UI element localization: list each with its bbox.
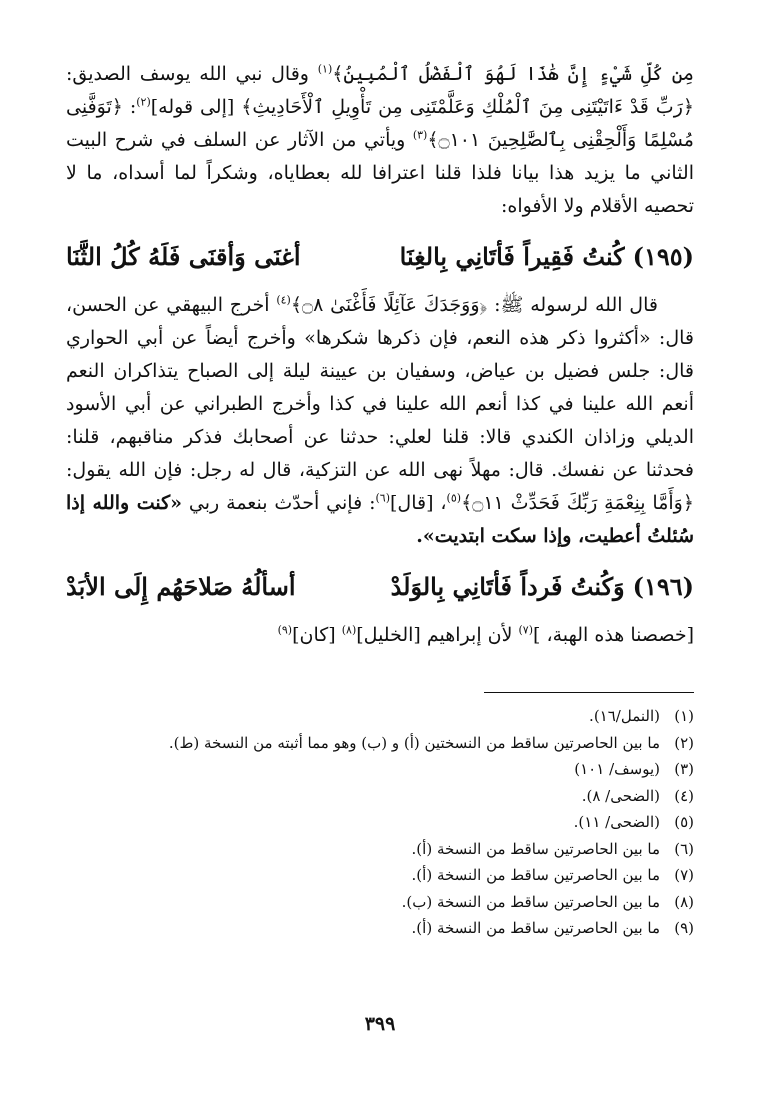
footnote-text: ما بين الحاصرتين ساقط من النسختين (أ) و (ب) وهو مما أثبته من النسخة (ط). <box>168 733 660 752</box>
text-qala: ، [قال] <box>390 492 447 514</box>
text-ohaddith: : فإني أحدّث بنعمة ربي <box>188 492 376 514</box>
verse-number: (١٩٦) <box>632 572 694 601</box>
footnote-number: (٨) <box>674 892 694 911</box>
paragraph-3 <box>66 619 694 652</box>
text-khassasna: [خصصنا هذه الهبة، ] <box>533 624 694 646</box>
paragraph-2 <box>66 289 694 553</box>
footnote-text: ما بين الحاصرتين ساقط من النسخة (أ). <box>411 866 660 884</box>
footnote-divider <box>484 692 694 693</box>
footnote-ref-1: (١) <box>317 62 333 76</box>
verse-number: (١٩٥) <box>632 242 694 271</box>
footnote-2 <box>66 730 694 757</box>
footnote-text: ما بين الحاصرتين ساقط من النسخة (أ). <box>411 839 660 858</box>
footnote-number: (٣) <box>674 760 694 778</box>
footnote-text: ما بين الحاصرتين ساقط من النسخة (أ). <box>411 919 660 937</box>
footnote-number: (٦) <box>674 839 694 858</box>
verse-second-hemistich: أسألُهُ صَلاحَهُم إِلَى الأبَدْ <box>66 572 296 601</box>
footnote-ref-2: (٢) <box>136 95 151 109</box>
footnote-ref-3: (٣) <box>412 128 428 142</box>
footnotes <box>66 703 694 942</box>
text-yusuf-intro: وقال نبي الله يوسف الصديق: ﴿رَبِّ قَدْ ءَاتَيْتَنِى مِنَ ٱلْمُلْكِ وَعَلَّمْتَنِى مِن تَأْوِيلِ ٱلْأَحَادِيثِ﴾ <box>66 63 695 118</box>
footnote-6 <box>66 836 694 863</box>
footnote-number: (٥) <box>674 813 694 831</box>
text-hadith-reports: أخرج البيهقي عن الحسن، قال: «أكثروا ذكر هذه النعم، فإن ذكرها شكرها» وأخرج أيضاً عن أبي الحواري قال: جلس فضيل بن عياض، وسفيان بن عيينة ليلة إلى الصباح يتذاكران النعم أنعم الله علينا في كذا أنعم الله علينا في كذا وأخرج الطبراني عن أبي الأسود الديلي وزاذان الكندي قالا: قلنا لعلي: حدثنا عن أصحابك فذكر مناقبهم، قلنا: فحدثنا عن نفسك. قال: مهلاً نهى الله عن التزكية، قال له رجل: فإن الله يقول: ﴿وَأَمَّا بِنِعْمَةِ رَبِّكَ فَحَدِّثْ ۝١١﴾ <box>66 294 694 514</box>
footnote-number: (٢) <box>674 733 694 752</box>
quran-quote-duha-8: قال الله لرسوله ﷺ: ﴿وَوَجَدَكَ عَآئِلًا فَأَغْنَىٰ ۝٨﴾ <box>290 294 658 316</box>
verse-196 <box>66 569 694 605</box>
footnote-8 <box>66 889 694 916</box>
footnote-text: (الضحى/ ٨). <box>581 786 660 805</box>
footnote-number: (١) <box>674 707 694 725</box>
footnote-1 <box>66 703 694 730</box>
quran-quote-yusuf: : ﴿تَوَفَّنِى مُسْلِمًا وَأَلْحِقْنِى بِٱلصَّٰلِحِينَ ۝١٠١﴾ <box>66 96 694 151</box>
verse-195 <box>66 239 694 275</box>
footnote-4 <box>66 783 694 810</box>
footnote-ref-4: (٤) <box>276 293 291 307</box>
footnote-number: (٤) <box>674 786 694 805</box>
text-quote-ali: «كنت والله إذا سُئلتُ أعطيت، وإذا سكت ابتديت». <box>66 492 694 547</box>
footnote-3 <box>66 756 694 783</box>
footnote-ref-7: (٧) <box>518 623 533 637</box>
text-kana: [كان] <box>292 624 336 646</box>
footnote-text: (النمل/١٦). <box>589 707 660 725</box>
footnote-text: (الضحى/ ١١). <box>573 813 660 831</box>
footnote-ref-5: (٥) <box>446 491 462 505</box>
footnote-number: (٧) <box>674 866 694 884</box>
footnote-number: (٩) <box>674 919 694 937</box>
text-ila-qawlihi: [إلى قوله] <box>150 96 235 118</box>
footnote-9 <box>66 915 694 942</box>
footnote-ref-6: (٦) <box>375 491 390 505</box>
footnote-ref-9: (٩) <box>277 623 293 637</box>
paragraph-1 <box>66 58 694 223</box>
footnote-text: (يوسف/ ١٠١) <box>574 760 660 778</box>
verse-first-hemistich: كُنتُ فَقِيراً فَأتَانِي بِالغِنَا <box>399 242 625 271</box>
quran-quote-naml: مِن كُلِّ شَيْءٍ إِنَّ هَٰذَا لَهُوَ ٱلْفَضْلُ ٱلْمُبِينُ﴾ <box>332 63 695 85</box>
text-athar-intro: ويأتي من الآثار عن السلف في شرح البيت الثاني ما يزيد هذا بيانا فلذا قلنا اعترافا لله بعطاياه، وشكراً لما أسداه، ما لا تحصيه الأقلام ولا الأفواه: <box>66 129 694 217</box>
verse-first-hemistich: وَكُنتُ فَرداً فَأتَانِي بِالوَلَدْ <box>390 572 625 601</box>
verse-second-hemistich: أغنَى وَأقنَى فَلَهُ كُلُ الثَّنَا <box>66 242 301 271</box>
footnote-text: ما بين الحاصرتين ساقط من النسخة (ب). <box>401 892 660 911</box>
footnote-7 <box>66 862 694 889</box>
footnote-ref-8: (٨) <box>341 623 357 637</box>
footnote-5 <box>66 809 694 836</box>
page-number: ٣٩٩ <box>364 1013 396 1035</box>
text-ibrahim: لأن إبراهيم [الخليل] <box>356 624 513 646</box>
